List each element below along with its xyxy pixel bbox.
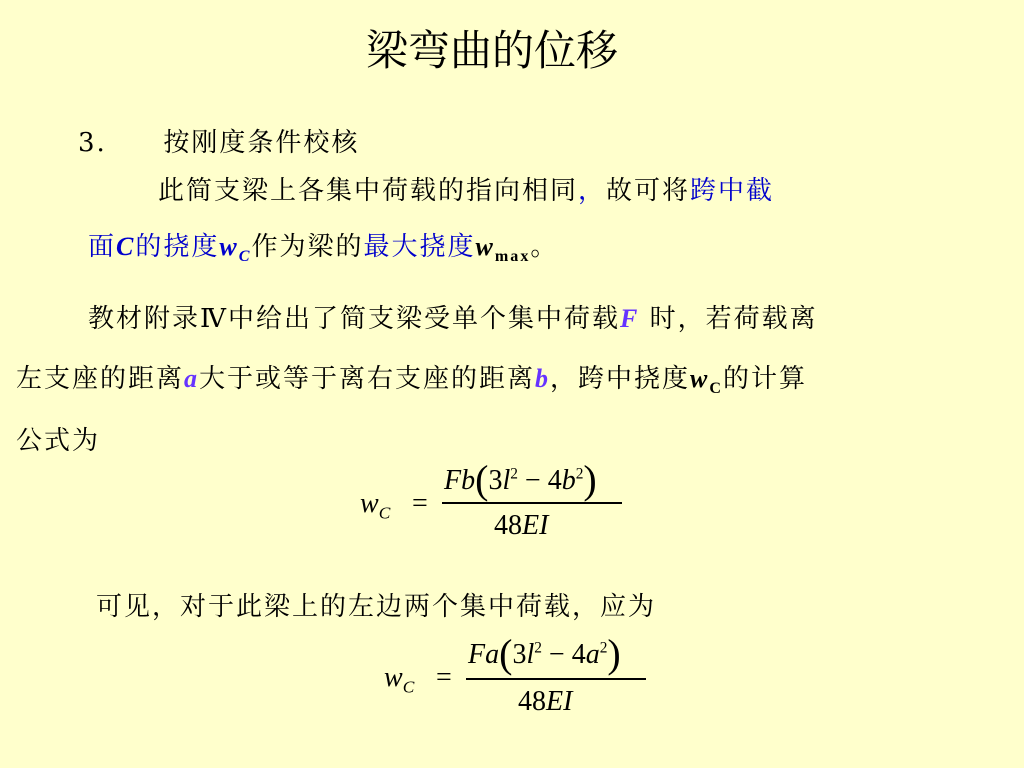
deflection-subscript: C — [238, 248, 252, 266]
formula-2-fraction-bar — [466, 678, 646, 680]
max-deflection-subscript: max — [494, 248, 531, 266]
formula-1-lparen: ( — [475, 457, 489, 502]
para1-line2 — [88, 226, 558, 266]
formula-2-denominator — [518, 686, 572, 718]
formula-2-num-minus: − 4 — [541, 639, 586, 670]
max-deflection-symbol: w — [475, 232, 495, 261]
deflection-subscript-2: C — [709, 380, 724, 398]
formula-2-lhs — [384, 662, 414, 698]
formula-2-den-ei: EI — [546, 686, 573, 717]
para2-line1 — [88, 298, 818, 335]
para1-line1 — [158, 170, 774, 207]
para1-end: 。 — [530, 232, 559, 262]
para1-comma: ， — [578, 176, 607, 206]
formula-2-num-a: a — [585, 639, 600, 670]
formula-1-num-3: 3 — [488, 465, 503, 496]
para3: 可见，对于此梁上的左边两个集中荷载，应为 — [96, 592, 657, 622]
formula-1-numerator — [444, 452, 597, 502]
formula-2-rparen: ) — [607, 631, 621, 676]
formula-2-numerator — [468, 626, 621, 676]
para1-mid: 故可将 — [606, 176, 691, 206]
section-title: 按刚度条件校核 — [163, 128, 360, 158]
formula-1-w: w — [360, 488, 379, 519]
deflection-symbol-2: w — [690, 364, 710, 393]
section-number: 3. — [78, 128, 107, 158]
formula-1-num-l: l — [502, 465, 511, 496]
para1-text-2: 作为梁的 — [251, 232, 364, 262]
point-c-label: C — [116, 232, 136, 261]
deflection-symbol: w — [219, 232, 239, 261]
section-heading — [78, 122, 359, 159]
formula-2-lparen: ( — [499, 631, 513, 676]
formula-2 — [384, 624, 664, 724]
formula-1-denominator — [494, 510, 548, 542]
distance-a-symbol: a — [184, 364, 200, 393]
para1-text: 此简支梁上各集中荷载的指向相同 — [158, 176, 579, 206]
formula-1-fraction-bar — [442, 502, 622, 504]
formula-2-num-sq2: 2 — [599, 639, 608, 657]
formula-2-num-l: l — [526, 639, 535, 670]
para2-line2 — [16, 358, 807, 398]
formula-1-equals: = — [412, 488, 428, 519]
formula-1-num-b: b — [561, 465, 576, 496]
formula-1 — [360, 452, 640, 552]
formula-1-num-fb: Fb — [444, 465, 476, 496]
para2-text-2: 时，若荷载离 — [639, 304, 818, 334]
para2-line3: 公式为 — [16, 426, 101, 456]
formula-1-rparen: ) — [583, 457, 597, 502]
formula-2-den-48: 48 — [518, 686, 546, 717]
para2-text-5: ，跨中挠度 — [550, 364, 691, 394]
formula-1-den-ei: EI — [522, 510, 549, 541]
formula-1-num-minus: − 4 — [517, 465, 562, 496]
formula-1-sub: C — [378, 503, 391, 523]
slide-title: 梁弯曲的位移 — [365, 26, 618, 75]
para2-text: 教材附录Ⅳ中给出了简支梁受单个集中荷载 — [88, 304, 620, 334]
formula-1-num-sq2: 2 — [575, 465, 584, 483]
formula-2-sub: C — [402, 677, 415, 697]
para1-highlight-4: 最大挠度 — [363, 232, 476, 262]
formula-2-num-sq: 2 — [534, 639, 542, 657]
distance-b-symbol: b — [535, 364, 551, 393]
para1-highlight: 跨中截 — [690, 176, 775, 206]
formula-1-den-48: 48 — [494, 510, 522, 541]
formula-2-num-fa: Fa — [468, 639, 500, 670]
formula-1-num-sq: 2 — [510, 465, 518, 483]
para2-text-6: 的计算 — [723, 364, 808, 394]
formula-2-w: w — [384, 662, 403, 693]
para2-text-4: 大于或等于离右支座的距离 — [199, 364, 536, 394]
formula-1-lhs — [360, 488, 390, 524]
formula-2-equals: = — [436, 662, 452, 693]
para1-highlight-3: 的挠度 — [135, 232, 220, 262]
formula-2-num-3: 3 — [512, 639, 527, 670]
para2-text-3: 左支座的距离 — [16, 364, 185, 394]
load-f-symbol: F — [619, 304, 640, 333]
para1-highlight-2: 面 — [88, 232, 117, 262]
